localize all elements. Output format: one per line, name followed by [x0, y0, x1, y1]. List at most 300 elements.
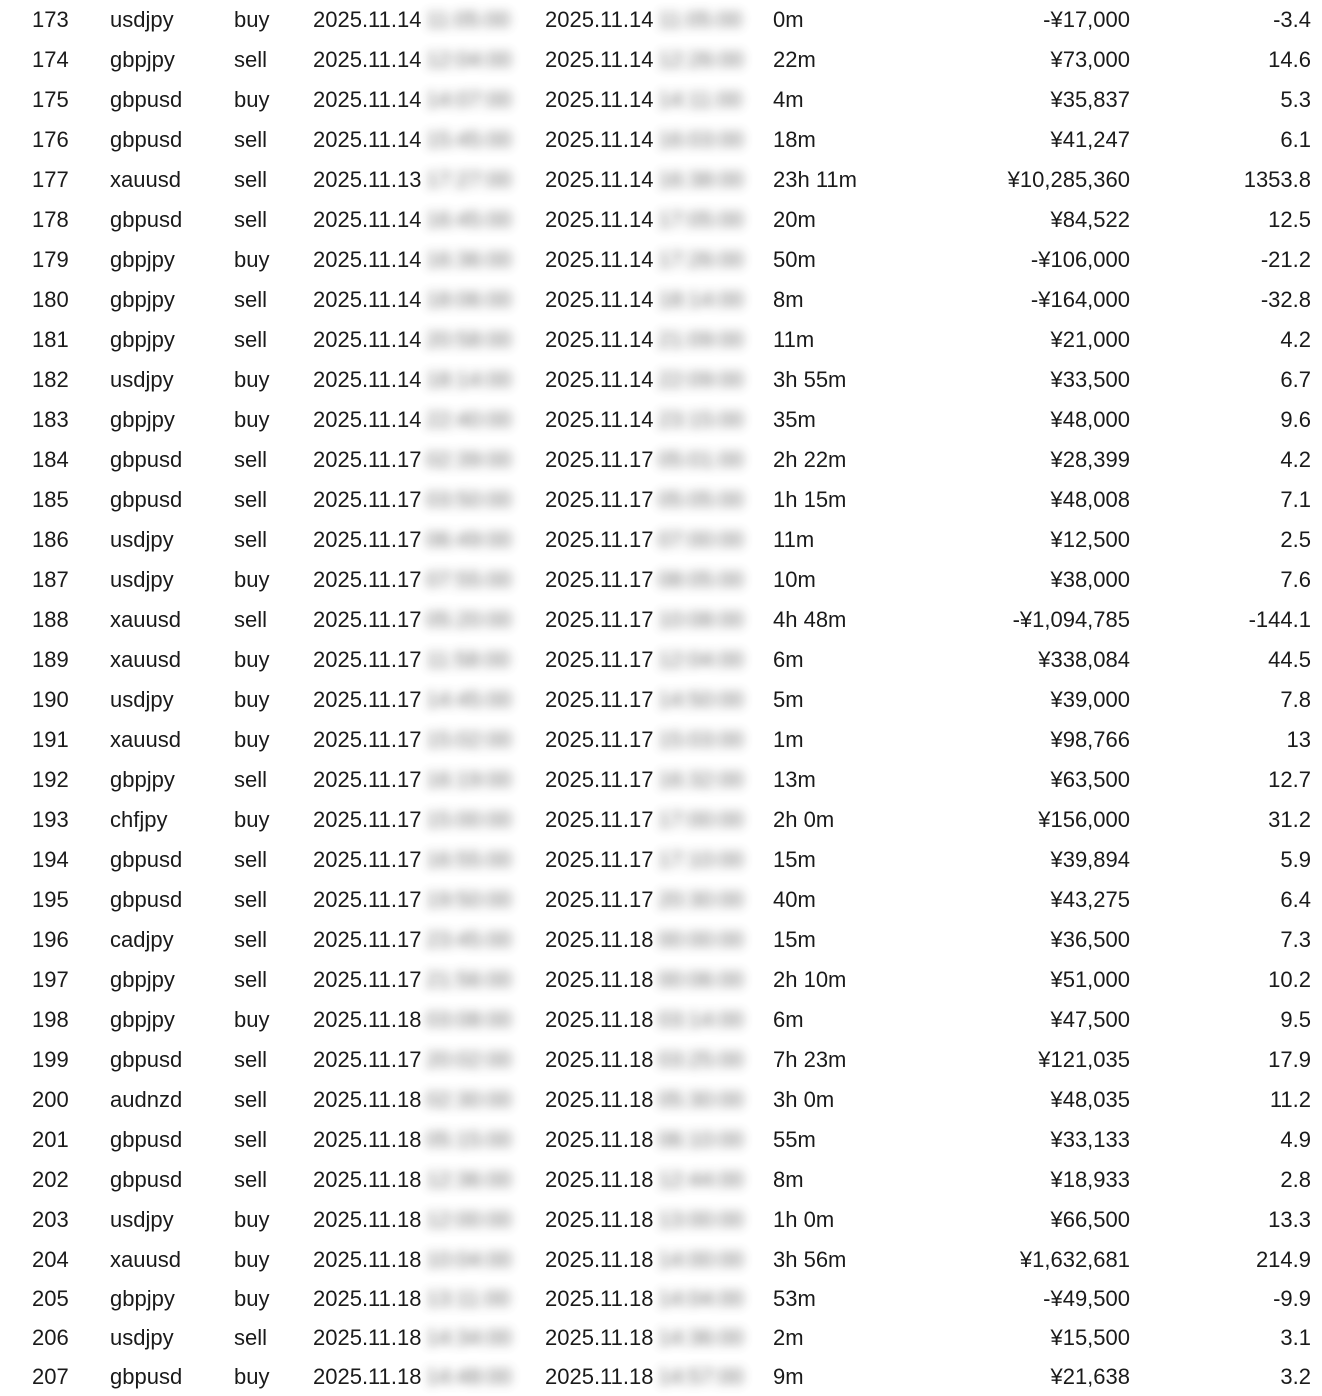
close-time: 16:38:00	[658, 167, 744, 192]
close-date: 2025.11.17	[545, 847, 654, 872]
open-time: 19:50:00	[426, 887, 512, 912]
symbol: usdjpy	[110, 687, 174, 712]
trade-side: buy	[234, 87, 270, 112]
profit-loss: ¥43,275	[1050, 887, 1130, 912]
close-time: 14:50:00	[658, 687, 744, 712]
close-date: 2025.11.18	[545, 1087, 654, 1112]
symbol: gbpusd	[110, 207, 183, 232]
duration: 53m	[773, 1285, 816, 1311]
symbol: xauusd	[110, 647, 181, 672]
close-date: 2025.11.18	[545, 1285, 654, 1311]
profit-loss: ¥21,000	[1050, 327, 1130, 352]
close-time: 17:10:00	[658, 847, 744, 872]
close-time: 17:26:00	[658, 247, 744, 272]
pips: 10.2	[1268, 967, 1311, 992]
symbol: usdjpy	[110, 367, 174, 392]
symbol: xauusd	[110, 1246, 181, 1272]
duration: 8m	[773, 287, 804, 312]
close-time: 12:26:00	[658, 47, 744, 72]
close-date: 2025.11.14	[545, 247, 654, 272]
close-date: 2025.11.17	[545, 807, 654, 832]
duration: 11m	[773, 527, 815, 552]
symbol: gbpjpy	[110, 1285, 175, 1311]
open-date: 2025.11.18	[313, 1363, 422, 1389]
trade-number: 183	[32, 407, 69, 432]
open-time: 21:56:00	[426, 967, 512, 992]
trade-number: 179	[32, 247, 69, 272]
open-time: 13:11:00	[426, 1285, 511, 1311]
open-date: 2025.11.14	[313, 87, 422, 112]
table-row	[0, 640, 1322, 680]
symbol: gbpjpy	[110, 1007, 175, 1032]
open-time: 15:00:00	[426, 807, 512, 832]
open-time: 14:07:00	[426, 87, 512, 112]
duration: 55m	[773, 1127, 816, 1152]
duration: 35m	[773, 407, 816, 432]
close-date: 2025.11.18	[545, 1127, 654, 1152]
symbol: usdjpy	[110, 7, 174, 32]
open-time: 16:19:00	[426, 767, 512, 792]
close-date: 2025.11.14	[545, 367, 654, 392]
trade-side: buy	[234, 1207, 270, 1232]
open-time: 23:45:00	[426, 927, 512, 952]
trade-side: sell	[234, 1127, 268, 1152]
trade-number: 196	[32, 927, 69, 952]
table-row	[0, 480, 1322, 520]
table-row	[0, 280, 1322, 320]
open-date: 2025.11.17	[313, 807, 422, 832]
trade-side: buy	[234, 1285, 270, 1311]
open-date: 2025.11.17	[313, 727, 422, 752]
pips: 214.9	[1255, 1246, 1311, 1272]
duration: 8m	[773, 1167, 804, 1192]
open-time: 05:20:00	[426, 607, 512, 632]
pips: 13	[1286, 727, 1311, 752]
open-time: 03:50:00	[426, 487, 512, 512]
symbol: gbpjpy	[110, 247, 175, 272]
open-date: 2025.11.14	[313, 327, 422, 352]
pips: 7.6	[1280, 567, 1311, 592]
pips: -21.2	[1260, 247, 1311, 272]
trade-side: buy	[234, 1246, 270, 1272]
symbol: gbpjpy	[110, 767, 175, 792]
open-time: 12:04:00	[426, 47, 512, 72]
duration: 6m	[773, 1007, 804, 1032]
trade-side: buy	[234, 567, 270, 592]
symbol: gbpjpy	[110, 327, 175, 352]
symbol: gbpjpy	[110, 287, 175, 312]
close-date: 2025.11.14	[545, 7, 654, 32]
duration: 20m	[773, 207, 816, 232]
trade-side: sell	[234, 447, 268, 472]
symbol: xauusd	[110, 727, 181, 752]
open-time: 02:39:00	[426, 447, 512, 472]
profit-loss: -¥1,094,785	[1012, 607, 1130, 632]
profit-loss: ¥51,000	[1050, 967, 1130, 992]
close-date: 2025.11.17	[545, 527, 654, 552]
trade-side: sell	[234, 47, 268, 72]
duration: 4h 48m	[773, 607, 847, 632]
symbol: gbpjpy	[110, 47, 175, 72]
profit-loss: ¥338,084	[1038, 647, 1130, 672]
table-row	[0, 400, 1322, 440]
close-time: 05:05:00	[658, 487, 744, 512]
open-date: 2025.11.17	[313, 847, 422, 872]
trade-side: sell	[234, 767, 268, 792]
trade-side: sell	[234, 1087, 268, 1112]
open-date: 2025.11.17	[313, 687, 422, 712]
close-date: 2025.11.14	[545, 327, 654, 352]
open-date: 2025.11.17	[313, 487, 422, 512]
open-date: 2025.11.17	[313, 447, 422, 472]
table-row	[0, 40, 1322, 80]
table-row	[0, 240, 1322, 280]
trade-side: sell	[234, 487, 268, 512]
trade-side: buy	[234, 727, 270, 752]
duration: 3h 0m	[773, 1087, 835, 1112]
close-time: 16:03:00	[658, 127, 744, 152]
open-time: 20:58:00	[426, 327, 512, 352]
close-date: 2025.11.17	[545, 767, 654, 792]
close-date: 2025.11.14	[545, 207, 654, 232]
close-time: 12:04:00	[658, 647, 744, 672]
trade-side: buy	[234, 7, 270, 32]
pips: -144.1	[1248, 607, 1311, 632]
duration: 1h 15m	[773, 487, 847, 512]
close-date: 2025.11.17	[545, 447, 654, 472]
close-time: 22:09:00	[658, 367, 744, 392]
trade-number: 198	[32, 1007, 69, 1032]
open-time: 06:49:00	[426, 527, 512, 552]
open-date: 2025.11.17	[313, 767, 422, 792]
open-date: 2025.11.14	[313, 127, 422, 152]
close-date: 2025.11.14	[545, 407, 654, 432]
table-row	[0, 1240, 1322, 1279]
table-row	[0, 1080, 1322, 1120]
table-row	[0, 1279, 1322, 1318]
table-row	[0, 160, 1322, 200]
duration: 15m	[773, 847, 816, 872]
pips: 3.1	[1280, 1324, 1311, 1350]
symbol: gbpusd	[110, 1127, 183, 1152]
open-date: 2025.11.14	[313, 407, 422, 432]
symbol: gbpusd	[110, 447, 183, 472]
duration: 2h 0m	[773, 807, 835, 832]
pips: 9.6	[1280, 407, 1311, 432]
open-date: 2025.11.17	[313, 527, 422, 552]
close-time: 06:10:00	[658, 1127, 744, 1152]
trade-number: 204	[32, 1246, 69, 1272]
pips: 12.7	[1268, 767, 1311, 792]
profit-loss: ¥33,133	[1050, 1127, 1130, 1152]
pips: -9.9	[1273, 1285, 1311, 1311]
symbol: xauusd	[110, 607, 181, 632]
trade-side: sell	[234, 167, 268, 192]
close-time: 20:30:00	[658, 887, 744, 912]
open-time: 14:45:00	[426, 687, 512, 712]
trade-number: 182	[32, 367, 69, 392]
table-row	[0, 0, 1322, 40]
open-date: 2025.11.17	[313, 567, 422, 592]
close-time: 05:01:00	[658, 447, 744, 472]
profit-loss: ¥10,285,360	[1007, 167, 1130, 192]
open-time: 17:27:00	[426, 167, 512, 192]
duration: 3h 55m	[773, 367, 847, 392]
open-time: 18:14:00	[426, 367, 512, 392]
duration: 11m	[773, 327, 815, 352]
profit-loss: ¥1,632,681	[1019, 1246, 1130, 1272]
symbol: gbpusd	[110, 1047, 183, 1072]
profit-loss: ¥66,500	[1050, 1207, 1130, 1232]
symbol: chfjpy	[110, 807, 168, 832]
pips: 44.5	[1268, 647, 1311, 672]
close-date: 2025.11.18	[545, 1207, 654, 1232]
pips: -3.4	[1273, 7, 1311, 32]
open-date: 2025.11.17	[313, 887, 422, 912]
trade-number: 188	[32, 607, 69, 632]
close-time: 21:09:00	[658, 327, 744, 352]
close-time: 14:04:00	[658, 1285, 744, 1311]
duration: 10m	[773, 567, 816, 592]
profit-loss: ¥121,035	[1038, 1047, 1130, 1072]
close-date: 2025.11.17	[545, 727, 654, 752]
profit-loss: -¥17,000	[1043, 7, 1130, 32]
open-time: 12:36:00	[426, 1167, 512, 1192]
open-time: 02:30:00	[426, 1087, 512, 1112]
pips: 5.3	[1280, 87, 1311, 112]
close-time: 00:00:00	[658, 927, 744, 952]
duration: 1m	[773, 727, 804, 752]
table-row	[0, 200, 1322, 240]
close-date: 2025.11.17	[545, 487, 654, 512]
open-time: 18:06:00	[426, 287, 512, 312]
open-date: 2025.11.18	[313, 1207, 422, 1232]
profit-loss: ¥18,933	[1050, 1167, 1130, 1192]
open-date: 2025.11.17	[313, 927, 422, 952]
trade-number: 203	[32, 1207, 69, 1232]
symbol: xauusd	[110, 167, 181, 192]
trade-number: 184	[32, 447, 69, 472]
table-row	[0, 520, 1322, 560]
symbol: gbpusd	[110, 1363, 183, 1389]
close-time: 07:00:00	[658, 527, 744, 552]
close-time: 11:05:00	[658, 7, 743, 32]
table-row	[0, 1000, 1322, 1040]
duration: 13m	[773, 767, 816, 792]
table-row	[0, 960, 1322, 1000]
pips: 12.5	[1268, 207, 1311, 232]
trade-side: sell	[234, 327, 268, 352]
open-date: 2025.11.18	[313, 1246, 422, 1272]
trade-side: buy	[234, 687, 270, 712]
close-time: 17:00:00	[658, 807, 744, 832]
close-date: 2025.11.14	[545, 287, 654, 312]
open-date: 2025.11.17	[313, 967, 422, 992]
table-row	[0, 1040, 1322, 1080]
duration: 6m	[773, 647, 804, 672]
duration: 2h 22m	[773, 447, 847, 472]
trade-side: buy	[234, 1007, 270, 1032]
pips: 9.5	[1280, 1007, 1311, 1032]
table-row	[0, 560, 1322, 600]
close-time: 13:00:00	[658, 1207, 744, 1232]
trade-number: 191	[32, 727, 69, 752]
profit-loss: ¥35,837	[1050, 87, 1130, 112]
trade-number: 194	[32, 847, 69, 872]
open-time: 14:48:00	[426, 1363, 512, 1389]
open-date: 2025.11.18	[313, 1285, 422, 1311]
trade-number: 207	[32, 1363, 69, 1389]
close-date: 2025.11.18	[545, 1007, 654, 1032]
close-date: 2025.11.14	[545, 167, 654, 192]
symbol: usdjpy	[110, 527, 174, 552]
profit-loss: ¥21,638	[1050, 1363, 1130, 1389]
duration: 2m	[773, 1324, 804, 1350]
close-time: 23:15:00	[658, 407, 744, 432]
trade-side: sell	[234, 927, 268, 952]
open-date: 2025.11.18	[313, 1167, 422, 1192]
pips: 14.6	[1268, 47, 1311, 72]
open-date: 2025.11.18	[313, 1127, 422, 1152]
close-date: 2025.11.17	[545, 687, 654, 712]
profit-loss: ¥12,500	[1050, 527, 1130, 552]
trade-side: sell	[234, 527, 268, 552]
trade-number: 190	[32, 687, 69, 712]
table-row	[0, 80, 1322, 120]
symbol: gbpusd	[110, 87, 183, 112]
symbol: gbpjpy	[110, 967, 175, 992]
table-row	[0, 320, 1322, 360]
open-time: 15:02:00	[426, 727, 512, 752]
symbol: usdjpy	[110, 567, 174, 592]
profit-loss: ¥48,008	[1050, 487, 1130, 512]
open-time: 20:02:00	[426, 1047, 512, 1072]
duration: 15m	[773, 927, 816, 952]
profit-loss: ¥48,035	[1050, 1087, 1130, 1112]
table-row	[0, 360, 1322, 400]
trade-side: sell	[234, 847, 268, 872]
open-date: 2025.11.18	[313, 1007, 422, 1032]
duration: 4m	[773, 87, 804, 112]
duration: 23h 11m	[773, 167, 857, 192]
close-date: 2025.11.18	[545, 1047, 654, 1072]
trade-number: 180	[32, 287, 69, 312]
symbol: gbpusd	[110, 847, 183, 872]
trade-number: 206	[32, 1324, 69, 1350]
trade-number: 197	[32, 967, 69, 992]
trade-side: sell	[234, 287, 268, 312]
close-time: 17:05:00	[658, 207, 744, 232]
table-row	[0, 880, 1322, 920]
open-time: 07:55:00	[426, 567, 512, 592]
duration: 18m	[773, 127, 816, 152]
trade-side: sell	[234, 1167, 268, 1192]
profit-loss: ¥41,247	[1050, 127, 1130, 152]
close-time: 18:14:00	[658, 287, 744, 312]
trade-number: 174	[32, 47, 69, 72]
table-row	[0, 1120, 1322, 1160]
symbol: gbpusd	[110, 1167, 183, 1192]
trade-side: buy	[234, 247, 270, 272]
close-time: 10:08:00	[658, 607, 744, 632]
pips: 6.7	[1280, 367, 1311, 392]
open-date: 2025.11.13	[313, 167, 422, 192]
open-date: 2025.11.14	[313, 287, 422, 312]
open-time: 11:58:00	[426, 647, 511, 672]
duration: 5m	[773, 687, 804, 712]
symbol: cadjpy	[110, 927, 174, 952]
trade-number: 177	[32, 167, 69, 192]
trade-number: 175	[32, 87, 69, 112]
profit-loss: ¥28,399	[1050, 447, 1130, 472]
close-date: 2025.11.18	[545, 967, 654, 992]
open-date: 2025.11.18	[313, 1087, 422, 1112]
trade-number: 176	[32, 127, 69, 152]
duration: 2h 10m	[773, 967, 847, 992]
trade-side: sell	[234, 967, 268, 992]
pips: 2.5	[1280, 527, 1311, 552]
trade-number: 173	[32, 7, 69, 32]
profit-loss: -¥164,000	[1030, 287, 1130, 312]
open-time: 16:45:00	[426, 207, 512, 232]
trade-number: 205	[32, 1285, 69, 1311]
close-date: 2025.11.14	[545, 87, 654, 112]
trade-side: sell	[234, 607, 268, 632]
trade-number: 181	[32, 327, 69, 352]
pips: 4.2	[1280, 447, 1311, 472]
duration: 50m	[773, 247, 816, 272]
trade-side: buy	[234, 367, 270, 392]
close-time: 15:03:00	[658, 727, 744, 752]
pips: 4.2	[1280, 327, 1311, 352]
close-date: 2025.11.14	[545, 47, 654, 72]
pips: -32.8	[1260, 287, 1311, 312]
duration: 3h 56m	[773, 1246, 847, 1272]
open-date: 2025.11.14	[313, 207, 422, 232]
pips: 4.9	[1280, 1127, 1311, 1152]
trade-number: 189	[32, 647, 69, 672]
pips: 7.3	[1280, 927, 1311, 952]
duration: 40m	[773, 887, 816, 912]
pips: 3.2	[1280, 1363, 1311, 1389]
open-date: 2025.11.17	[313, 607, 422, 632]
table-row	[0, 680, 1322, 720]
open-date: 2025.11.14	[313, 7, 422, 32]
trade-side: sell	[234, 127, 268, 152]
pips: 13.3	[1268, 1207, 1311, 1232]
trade-side: buy	[234, 407, 270, 432]
close-time: 14:00:00	[658, 1246, 744, 1272]
open-date: 2025.11.14	[313, 47, 422, 72]
profit-loss: ¥84,522	[1050, 207, 1130, 232]
duration: 1h 0m	[773, 1207, 835, 1232]
profit-loss: ¥36,500	[1050, 927, 1130, 952]
close-date: 2025.11.18	[545, 1246, 654, 1272]
open-date: 2025.11.18	[313, 1324, 422, 1350]
open-date: 2025.11.17	[313, 647, 422, 672]
open-date: 2025.11.14	[313, 247, 422, 272]
close-date: 2025.11.18	[545, 1363, 654, 1389]
profit-loss: ¥47,500	[1050, 1007, 1130, 1032]
trade-side: buy	[234, 1363, 270, 1389]
trade-number: 202	[32, 1167, 69, 1192]
duration: 9m	[773, 1363, 804, 1389]
close-date: 2025.11.18	[545, 927, 654, 952]
profit-loss: ¥15,500	[1050, 1324, 1130, 1350]
profit-loss: ¥73,000	[1050, 47, 1130, 72]
open-time: 12:00:00	[426, 1207, 512, 1232]
profit-loss: -¥49,500	[1043, 1285, 1130, 1311]
